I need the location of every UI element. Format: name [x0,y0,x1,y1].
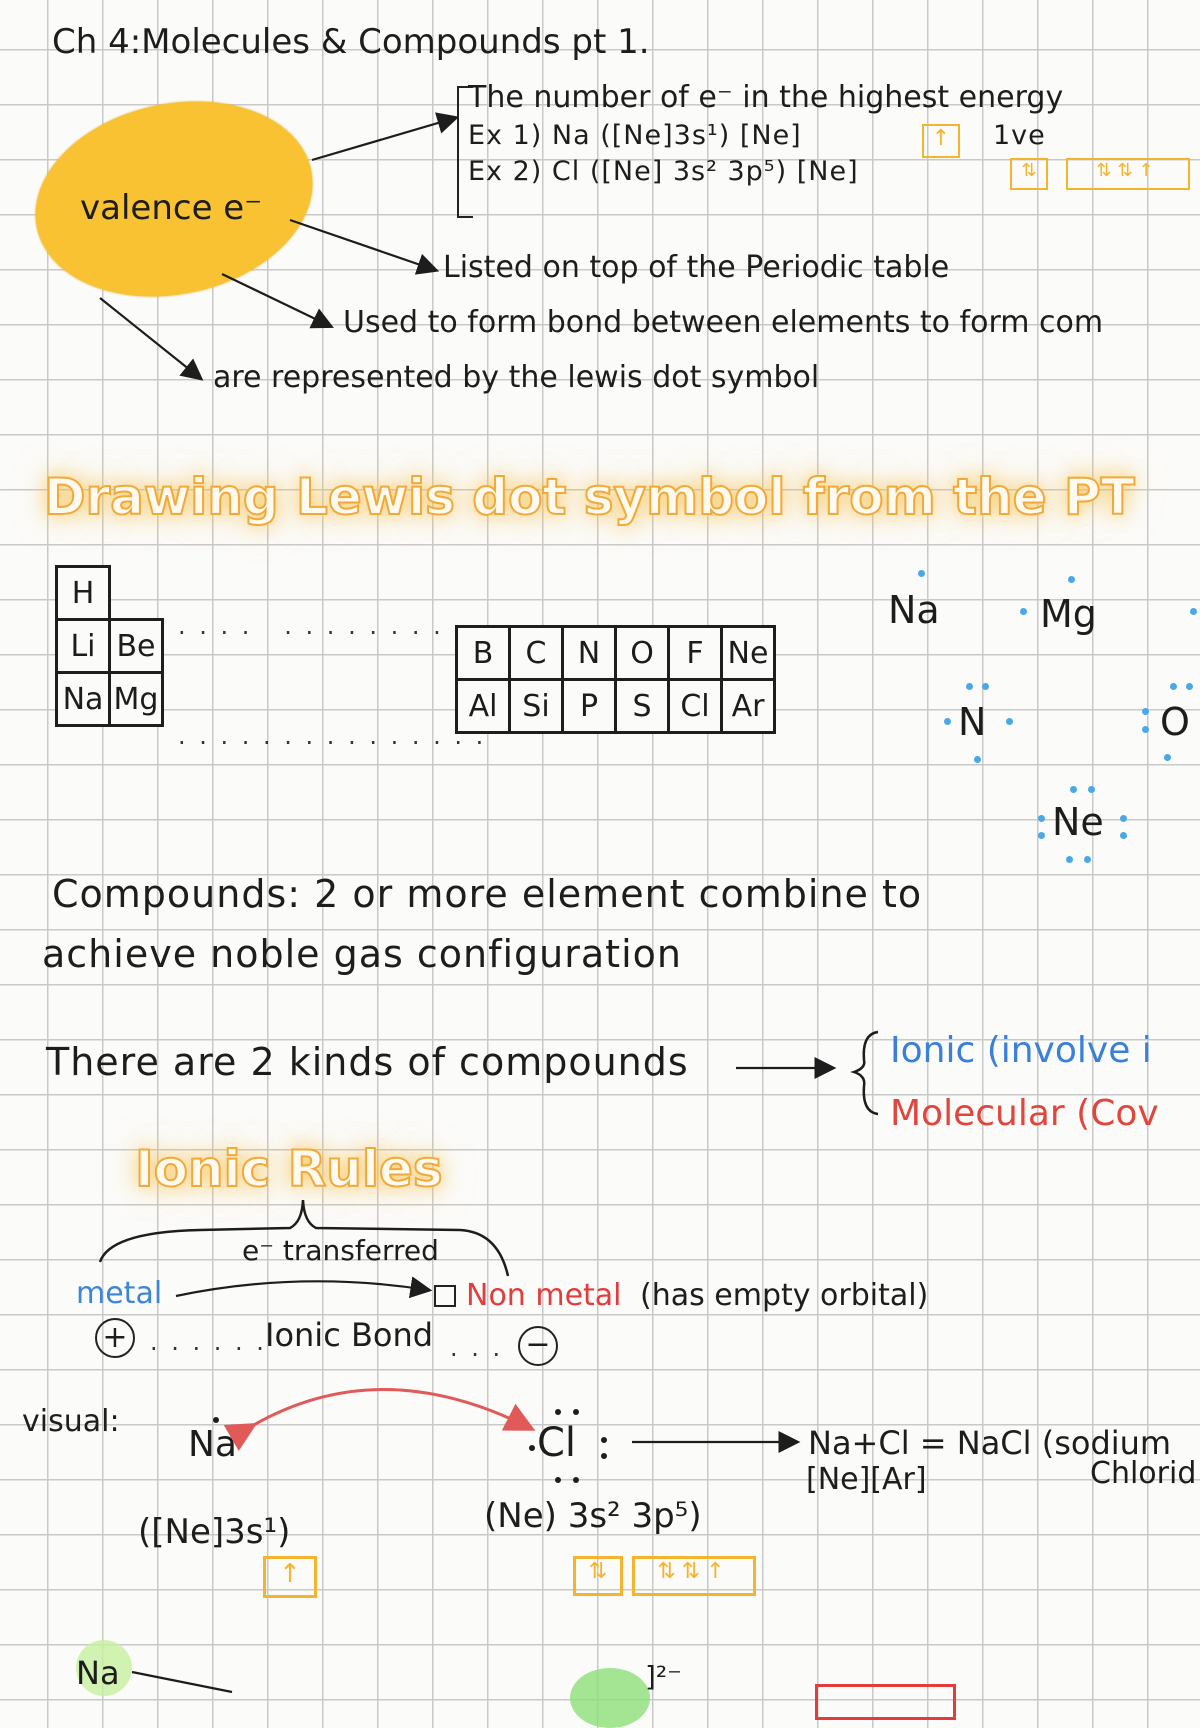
na-dot [213,1417,219,1423]
cl-dot [555,1409,561,1415]
gap-dots-row2: . . . . . . . . . . . . . . . [178,722,487,750]
orbital-box-cl-s-visual: ⇅ [573,1556,623,1596]
arrow-to-point-2 [222,274,330,326]
arrow-to-point-1 [290,220,435,270]
element-cell: S [616,680,669,733]
valence-definition: The number of e⁻ in the highest energy [468,80,1064,115]
valence-point-3: are represented by the lewis dot symbol [213,360,820,395]
lewis-mg: Mg [1040,592,1097,636]
lewis-heading: Drawing Lewis dot symbol from the PT [44,468,1135,526]
nonmetal-label: Non metal [466,1278,622,1313]
valence-point-1: Listed on top of the Periodic table [443,250,950,285]
cl-dot [601,1437,607,1443]
example-1-count: 1ve [993,120,1046,151]
element-cell: Al [457,680,510,733]
gap-dots-row1: . . . . . . . . . . . . [178,612,444,640]
molecular-kind: Molecular (Cov [890,1093,1159,1134]
element-cell: P [563,680,616,733]
ionic-bond-label: Ionic Bond [265,1316,434,1354]
electron-transfer-arrow [252,1389,530,1428]
element-cell: F [669,627,722,680]
transfer-label: e⁻ transferred [242,1234,439,1267]
element-cell: Ne [722,627,775,680]
element-cell: B [457,627,510,680]
element-cell: H [57,567,110,620]
plus-charge-icon: + [95,1318,135,1358]
nonmetal-note: (has empty orbital) [640,1278,929,1313]
footer-charge: ]²⁻ [645,1660,682,1693]
ionic-rules-heading: Ionic Rules [135,1140,443,1198]
lewis-n: N [958,700,987,744]
orbital-box-cl-p: ⇅⇅↑ [1066,158,1190,190]
visual-na: Na [188,1424,237,1465]
visual-equation-line2: [Ne][Ar] [806,1462,927,1497]
footer-arrow [132,1672,232,1692]
example-2: Ex 2) Cl ([Ne] 3s² 3p⁵) [Ne] [468,156,859,187]
element-cell: Mg [110,673,163,726]
bond-dots-right: . . . [450,1334,504,1362]
compounds-kinds: There are 2 kinds of compounds [46,1040,689,1084]
footer-na: Na [76,1654,120,1692]
orbital-box-cl-p-visual: ⇅⇅↑ [632,1556,756,1596]
minus-charge-icon: − [518,1326,558,1366]
example-1: Ex 1) Na ([Ne]3s¹) [Ne] [468,120,802,151]
metal-label: metal [76,1276,163,1311]
lewis-o: O [1160,700,1190,744]
arrow-to-point-3 [100,298,200,378]
cl-dot [573,1477,579,1483]
visual-equation: Na+Cl = NaCl (sodium [808,1424,1172,1462]
orbital-box-na-visual: ↑ [263,1556,317,1598]
element-cell: N [563,627,616,680]
lewis-na: Na [888,588,940,632]
element-cell: Ar [722,680,775,733]
na-config: ([Ne]3s¹) [138,1512,291,1552]
compounds-line-1: Compounds: 2 or more element combine to [52,872,923,916]
page-title: Ch 4:Molecules & Compounds pt 1. [52,22,650,62]
cl-dot [573,1409,579,1415]
orbital-box-na: ↑ [922,124,960,158]
visual-label: visual: [22,1404,120,1439]
element-cell: Si [510,680,563,733]
transfer-arrow [176,1281,428,1296]
lewis-ne: Ne [1052,800,1104,844]
cl-config: (Ne) 3s² 3p⁵) [484,1496,702,1536]
visual-chloride: Chlorid [1090,1456,1197,1491]
arrow-to-definition [312,118,455,160]
transfer-brace [100,1200,508,1276]
visual-cl: Cl [537,1420,577,1466]
cl-dot [601,1453,607,1459]
element-cell: Na [57,673,110,726]
element-cell: Li [57,620,110,673]
compounds-line-2: achieve noble gas configuration [42,932,682,976]
kinds-brace [854,1032,878,1114]
cl-dot [529,1445,535,1451]
element-cell: O [616,627,669,680]
valence-label: valence e⁻ [80,188,263,228]
orbital-box-cl-s: ⇅ [1010,158,1048,190]
element-cell: C [510,627,563,680]
ionic-kind: Ionic (involve i [890,1030,1152,1071]
valence-point-2: Used to form bond between elements to form com [343,305,1104,340]
cl-dot [555,1477,561,1483]
element-cell: Be [110,620,163,673]
bond-dots-left: . . . . . . [150,1328,267,1356]
element-cell: Cl [669,680,722,733]
